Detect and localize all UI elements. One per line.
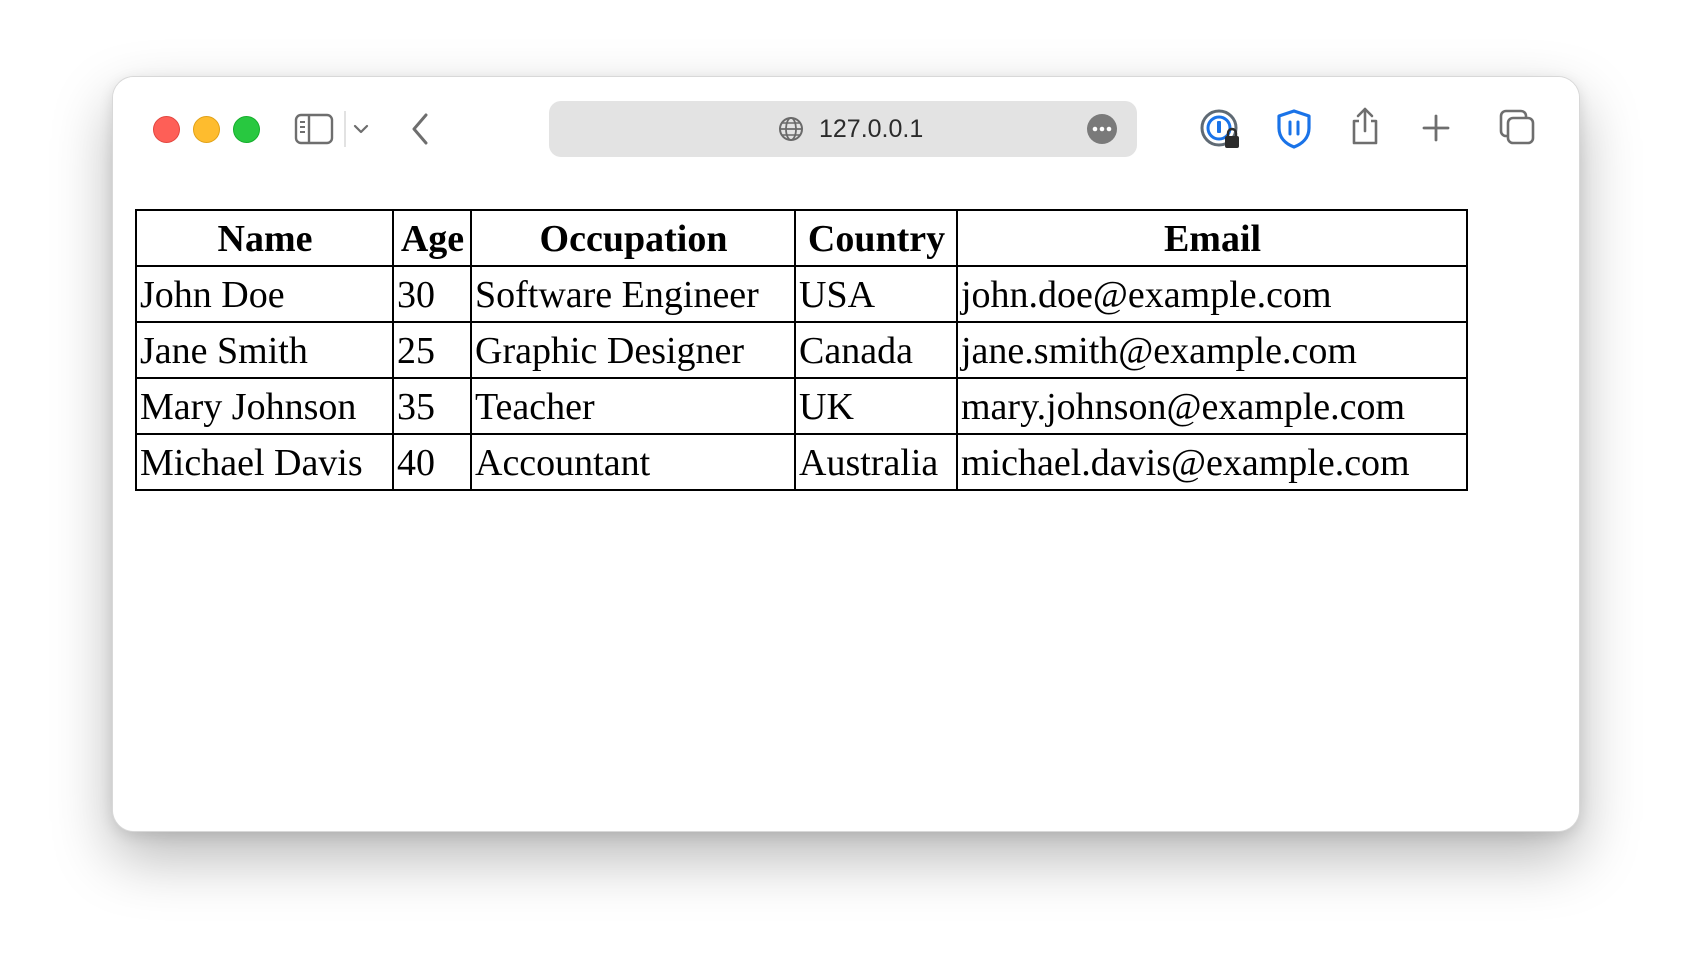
plus-icon[interactable] [1419, 111, 1453, 145]
browser-window [112, 76, 1580, 832]
toolbar-divider [344, 111, 346, 147]
cell-name: Mary Johnson [136, 378, 393, 434]
cell-occupation: Teacher [471, 378, 795, 434]
cell-email: michael.davis@example.com [957, 434, 1467, 490]
minimize-window-button[interactable] [193, 116, 220, 143]
cell-country: Canada [795, 322, 957, 378]
header-name: Name [136, 210, 393, 266]
header-email: Email [957, 210, 1467, 266]
chevron-left-icon[interactable] [405, 107, 435, 151]
cell-name: Michael Davis [136, 434, 393, 490]
cell-occupation: Accountant [471, 434, 795, 490]
close-window-button[interactable] [153, 116, 180, 143]
header-country: Country [795, 210, 957, 266]
address-bar[interactable] [549, 101, 1137, 157]
cell-email: jane.smith@example.com [957, 322, 1467, 378]
cell-name: John Doe [136, 266, 393, 322]
globe-icon [777, 115, 805, 148]
share-icon[interactable] [1347, 103, 1383, 149]
cell-country: Australia [795, 434, 957, 490]
table-row [136, 322, 1467, 378]
cell-age: 40 [393, 434, 471, 490]
header-age: Age [393, 210, 471, 266]
password-manager-icon[interactable] [1198, 107, 1244, 153]
maximize-window-button[interactable] [233, 116, 260, 143]
table-header-row [136, 210, 1467, 266]
cell-country: USA [795, 266, 957, 322]
ellipsis-icon[interactable] [1087, 114, 1117, 144]
table-row [136, 434, 1467, 490]
browser-toolbar [113, 77, 1579, 185]
cell-name: Jane Smith [136, 322, 393, 378]
cell-email: john.doe@example.com [957, 266, 1467, 322]
table-row [136, 266, 1467, 322]
cell-age: 25 [393, 322, 471, 378]
table-row [136, 378, 1467, 434]
cell-age: 35 [393, 378, 471, 434]
tab-overview-icon[interactable] [1497, 107, 1537, 147]
chevron-down-icon[interactable] [351, 119, 371, 139]
sidebar-icon[interactable] [293, 109, 335, 149]
page-content [113, 185, 1579, 831]
cell-country: UK [795, 378, 957, 434]
cell-occupation: Software Engineer [471, 266, 795, 322]
header-occupation: Occupation [471, 210, 795, 266]
url-text[interactable]: 127.0.0.1 [819, 115, 924, 143]
people-table [135, 209, 1468, 491]
cell-age: 30 [393, 266, 471, 322]
cell-occupation: Graphic Designer [471, 322, 795, 378]
shield-icon[interactable] [1273, 107, 1315, 151]
cell-email: mary.johnson@example.com [957, 378, 1467, 434]
